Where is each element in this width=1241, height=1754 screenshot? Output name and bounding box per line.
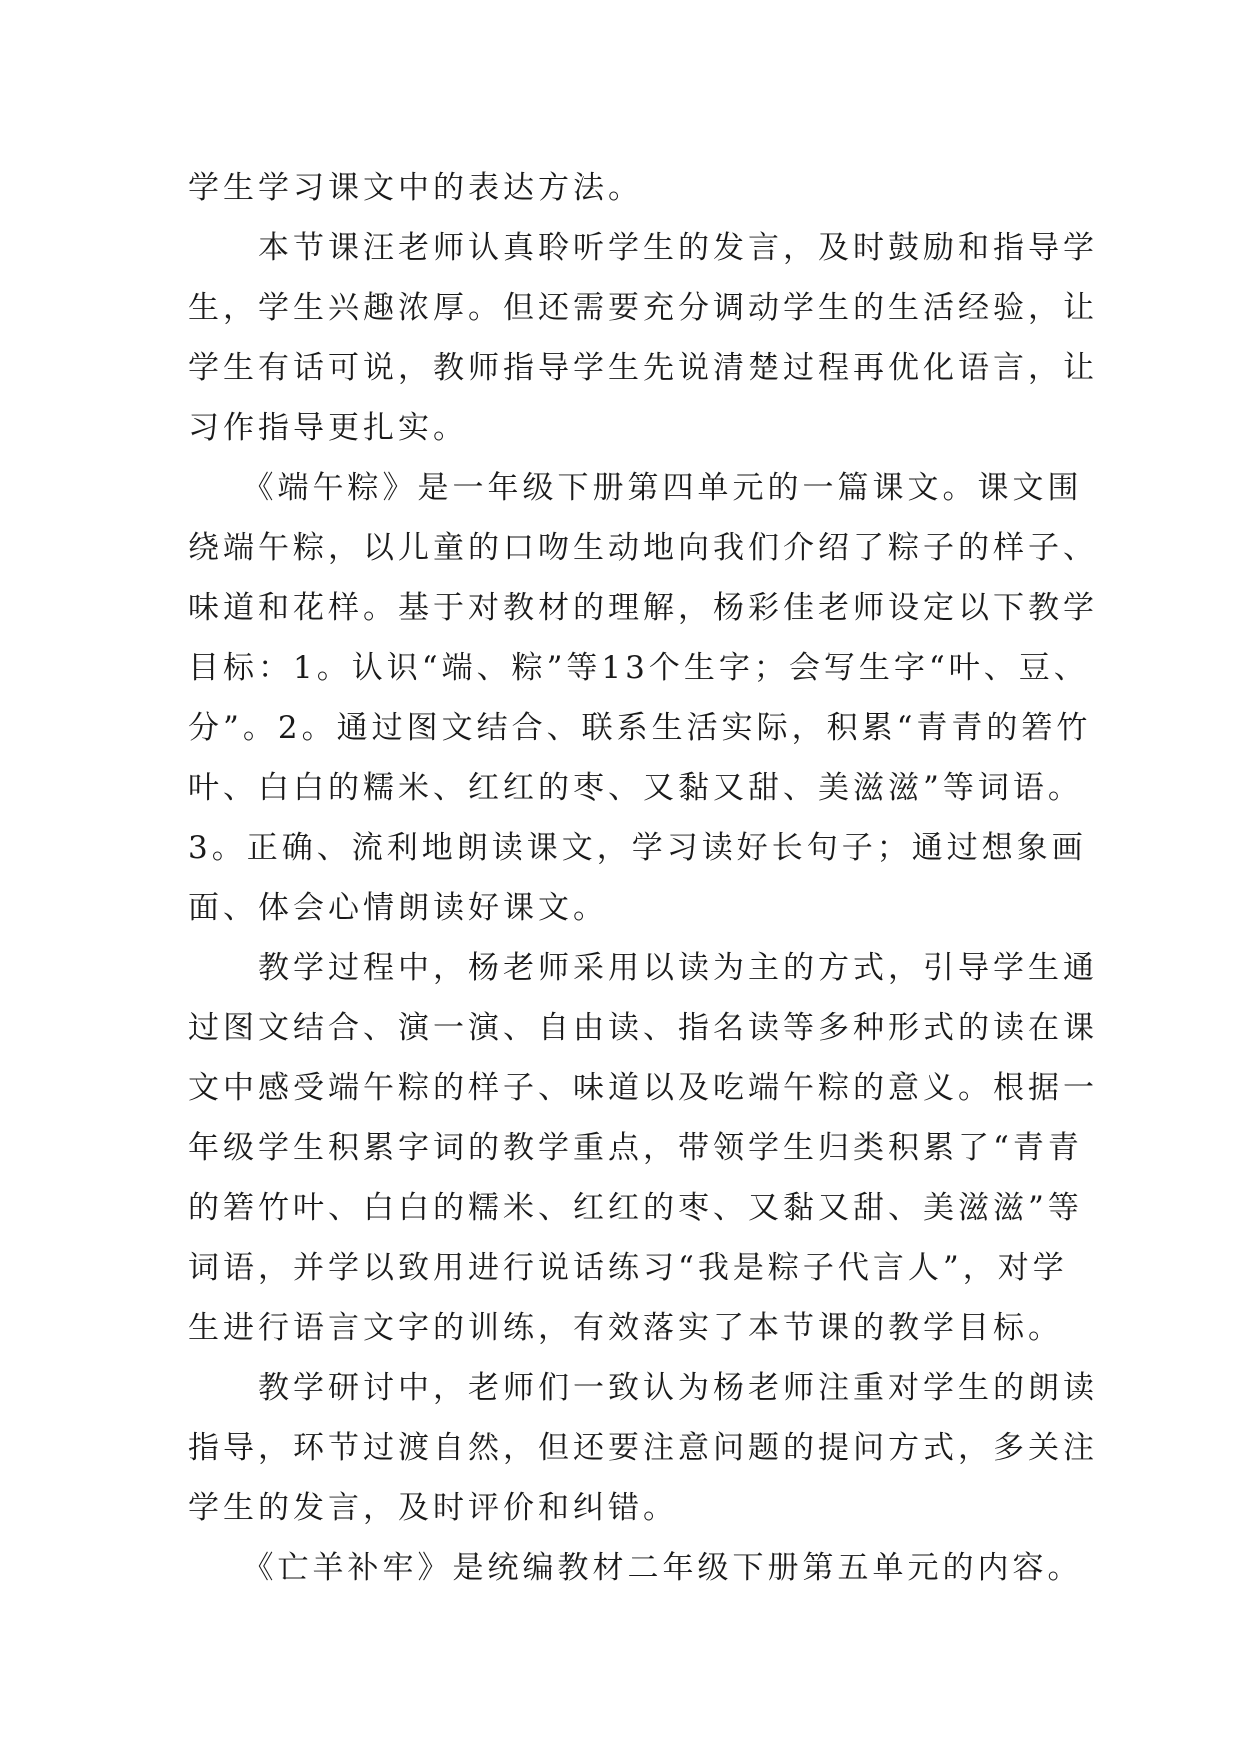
text-line: 《亡羊补牢》是统编教材二年级下册第五单元的内容。 xyxy=(188,1550,1083,1586)
text-line: 教学研讨中，老师们一致认为杨老师注重对学生的朗读 xyxy=(188,1370,1098,1406)
text-line: 本节课汪老师认真聆听学生的发言，及时鼓励和指导学 xyxy=(188,230,1098,266)
text-line: 学生学习课文中的表达方法。 xyxy=(188,170,643,206)
text-line: 学生的发言，及时评价和纠错。 xyxy=(188,1490,678,1526)
body-text xyxy=(188,158,1098,1598)
text-line: 3。正确、流利地朗读课文，学习读好长句子；通过想象画 xyxy=(188,830,1087,866)
text-line: 年级学生积累字词的教学重点，带领学生归类积累了“青青 xyxy=(188,1130,1083,1166)
text-line: 绕端午粽，以儿童的口吻生动地向我们介绍了粽子的样子、 xyxy=(188,530,1098,566)
text-line: 文中感受端午粽的样子、味道以及吃端午粽的意义。根据一 xyxy=(188,1070,1098,1106)
text-line: 教学过程中，杨老师采用以读为主的方式，引导学生通 xyxy=(188,950,1098,986)
text-line: 习作指导更扎实。 xyxy=(188,410,468,446)
text-line: 学生有话可说，教师指导学生先说清楚过程再优化语言，让 xyxy=(188,350,1098,386)
text-line: 指导，环节过渡自然，但还要注意问题的提问方式，多关注 xyxy=(188,1430,1098,1466)
text-line: 面、体会心情朗读好课文。 xyxy=(188,890,608,926)
text-line: 生进行语言文字的训练，有效落实了本节课的教学目标。 xyxy=(188,1310,1063,1346)
text-line: 目标：1。认识“端、粽”等13个生字；会写生字“叶、豆、 xyxy=(188,650,1089,686)
text-line: 分”。2。通过图文结合、联系生活实际，积累“青青的箬竹 xyxy=(188,710,1092,746)
text-line: 生，学生兴趣浓厚。但还需要充分调动学生的生活经验，让 xyxy=(188,290,1098,326)
text-line: 的箬竹叶、白白的糯米、红红的枣、又黏又甜、美滋滋”等 xyxy=(188,1190,1083,1226)
text-line: 词语，并学以致用进行说话练习“我是粽子代言人”，对学 xyxy=(188,1250,1068,1286)
text-line: 叶、白白的糯米、红红的枣、又黏又甜、美滋滋”等词语。 xyxy=(188,770,1083,806)
text-line: 《端午粽》是一年级下册第四单元的一篇课文。课文围 xyxy=(188,470,1083,506)
text-line: 味道和花样。基于对教材的理解，杨彩佳老师设定以下教学 xyxy=(188,590,1098,626)
text-line: 过图文结合、演一演、自由读、指名读等多种形式的读在课 xyxy=(188,1010,1098,1046)
